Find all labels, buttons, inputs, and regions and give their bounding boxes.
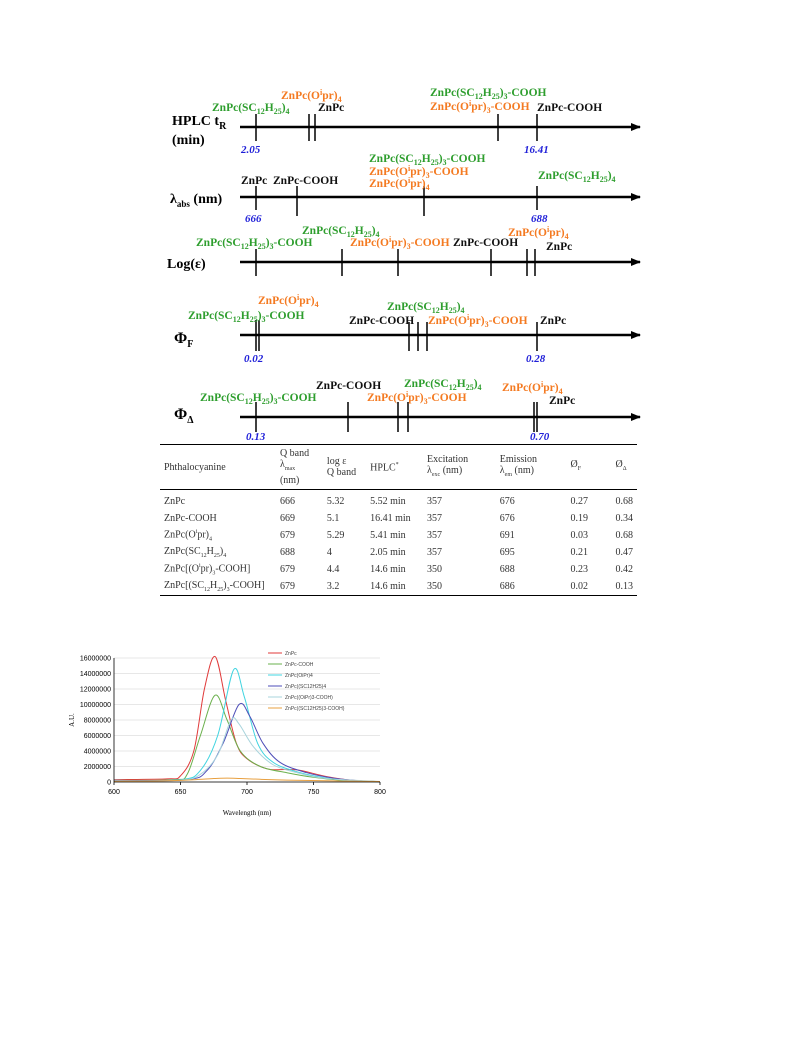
cell-phif: 0.21 xyxy=(570,547,588,558)
table-row xyxy=(160,544,637,561)
cell-em: 686 xyxy=(499,581,515,592)
table-row xyxy=(160,510,637,527)
col-header: Emission $\lambda_{em}$ (nm) xyxy=(499,453,538,478)
marker-label: $ZnPc(SC_{12}H_{25})_4$ xyxy=(212,102,290,116)
cell-name: ZnPc-COOH xyxy=(164,513,217,524)
cell-hplc: 5.41 min xyxy=(370,530,406,541)
x-tick-label: 650 xyxy=(174,789,187,796)
marker-label: $ZnPc(O^ipr)_4$ xyxy=(502,380,563,396)
marker-label: $ZnPc(SC_{12}H_{25})_3$-COOH xyxy=(369,153,486,167)
axis-label-phi-f: $\Phi_F$ xyxy=(174,330,194,350)
cell-phif: 0.27 xyxy=(570,496,588,507)
marker-label: $ZnPc(O^ipr)_3$-COOH xyxy=(430,99,530,115)
marker-label: $ZnPc(SC_{12}H_{25})_3$-COOH xyxy=(196,237,313,251)
axis-label-hplc-unit: (min) xyxy=(172,133,205,148)
table-row xyxy=(160,561,637,578)
y-tick-label: 0 xyxy=(107,779,111,787)
axis-end-value: 0.70 xyxy=(530,431,550,443)
x-tick-label: 600 xyxy=(108,789,120,796)
axis-end-value: 0.28 xyxy=(526,353,546,365)
marker-label: $ZnPc(O^ipr)_4$ xyxy=(281,88,342,104)
axis-hplc xyxy=(172,87,640,156)
marker-label: $ZnPc(SC_{12}H_{25})_3$-COOH xyxy=(430,87,547,101)
series-line xyxy=(114,718,380,782)
table-header-row xyxy=(160,445,637,490)
cell-phid: 0.47 xyxy=(615,547,633,558)
chart-series xyxy=(114,656,380,781)
cell-hplc: 14.6 min xyxy=(370,581,406,592)
axis-label-lambda: $\lambda_{abs}$ (nm) xyxy=(170,192,223,209)
axis-start-value: 0.13 xyxy=(246,431,266,443)
table-row xyxy=(160,490,637,511)
cell-exc: 357 xyxy=(427,530,443,541)
col-header: Excitation $\lambda_{exc}$ (nm) xyxy=(427,453,469,478)
cell-name: $ZnPc(SC_{12}H_{25})_4$ xyxy=(164,546,227,559)
marker-label: ZnPc xyxy=(241,175,268,187)
cell-qband: 666 xyxy=(279,496,295,507)
marker-label: $ZnPc(SC_{12}H_{25})_4$ xyxy=(302,225,380,239)
axis-end-value: 16.41 xyxy=(524,144,549,156)
axis-start-value: 0.02 xyxy=(244,353,264,365)
cell-loge: 3.2 xyxy=(326,581,340,592)
y-tick-label: 16000000 xyxy=(79,655,111,663)
marker-label: $ZnPc(SC_{12}H_{25})_4$ xyxy=(538,170,616,184)
chart-y-label: A.U. xyxy=(68,713,76,727)
axis-end-value: 688 xyxy=(531,213,548,225)
cell-qband: 679 xyxy=(279,530,295,541)
cell-em: 676 xyxy=(499,513,515,524)
legend-entry: ZnPc((SC12H25)4 xyxy=(285,683,327,690)
cell-qband: 669 xyxy=(279,513,295,524)
chart-x-ticks xyxy=(108,782,386,796)
marker-label: $ZnPc(O^ipr)_3$-COOH xyxy=(350,235,450,251)
marker-label: ZnPc xyxy=(318,102,345,114)
chart-y-ticks xyxy=(80,655,111,786)
marker-label: $ZnPc(SC_{12}H_{25})_3$-COOH xyxy=(188,310,305,324)
chart-legend xyxy=(268,651,345,712)
marker-label: $ZnPc(O^ipr)_3$-COOH xyxy=(369,164,469,180)
cell-hplc: 2.05 min xyxy=(370,547,406,558)
marker-label: $ZnPc(SC_{12}H_{25})_4$ xyxy=(387,301,465,315)
axis-lambda-abs xyxy=(170,153,640,225)
marker-label: ZnPc-COOH xyxy=(537,102,603,114)
col-header: $Ø_F$ xyxy=(570,459,582,472)
legend-entry: ZnPc(OiPr)4 xyxy=(285,672,313,679)
marker-label: $ZnPc(O^ipr)_3$-COOH xyxy=(428,313,528,329)
axis-label-hplc: HPLC $t_R$ xyxy=(172,114,227,132)
chart-x-label: Wavelength (nm) xyxy=(222,809,272,817)
axis-label-log-epsilon: Log(ε) xyxy=(167,257,206,272)
cell-em: 688 xyxy=(499,564,515,575)
marker-label: $ZnPc(O^ipr)_4$ xyxy=(508,225,569,241)
cell-phif: 0.02 xyxy=(570,581,588,592)
marker-label: $ZnPc(O^ipr)_3$-COOH xyxy=(367,390,467,406)
cell-name: $ZnPc(O^ipr)_4$ xyxy=(164,528,213,543)
cell-phid: 0.34 xyxy=(615,513,633,524)
x-tick-label: 750 xyxy=(307,789,320,796)
cell-hplc: 16.41 min xyxy=(370,513,411,524)
cell-hplc: 14.6 min xyxy=(370,564,406,575)
cell-phid: 0.13 xyxy=(615,581,633,592)
cell-phif: 0.19 xyxy=(570,513,588,524)
marker-label: $ZnPc(SC_{12}H_{25})_3$-COOH xyxy=(200,392,317,406)
cell-exc: 357 xyxy=(427,496,443,507)
x-tick-label: 700 xyxy=(241,789,253,796)
cell-loge: 5.32 xyxy=(326,496,345,507)
axis-start-value: 2.05 xyxy=(241,144,261,156)
series-line xyxy=(114,656,380,781)
axis-phi-f xyxy=(174,293,640,365)
series-line xyxy=(114,668,380,781)
cell-name: $ZnPc[(SC_{12}H_{25})_3-COOH]$ xyxy=(164,580,265,593)
y-tick-label: 10000000 xyxy=(79,701,111,709)
cell-hplc: 5.52 min xyxy=(370,496,406,507)
cell-loge: 5.1 xyxy=(326,513,340,524)
cell-name: $ZnPc[(O^ipr)_3-COOH]$ xyxy=(164,562,251,577)
marker-label: ZnPc xyxy=(549,395,576,407)
cell-loge: 5.29 xyxy=(326,530,345,541)
cell-qband: 679 xyxy=(279,564,295,575)
marker-label: ZnPc-COOH xyxy=(453,237,519,249)
cell-exc: 357 xyxy=(427,547,443,558)
col-header: Phthalocyanine xyxy=(164,461,226,473)
y-tick-label: 4000000 xyxy=(83,748,111,756)
marker-label: ZnPc-COOH xyxy=(316,380,382,392)
legend-entry: ZnPc((SC12H25)3-COOH) xyxy=(285,705,345,712)
cell-em: 695 xyxy=(499,547,515,558)
legend-entry: ZnPc-COOH xyxy=(285,661,314,668)
axis-label-phi-delta: $\Phi_\Delta$ xyxy=(174,406,194,426)
y-tick-label: 12000000 xyxy=(79,686,111,694)
col-header: $Ø_\Delta$ xyxy=(615,459,627,472)
cell-phif: 0.03 xyxy=(570,530,588,541)
cell-qband: 688 xyxy=(279,547,295,558)
table-row xyxy=(160,527,637,544)
cell-phid: 0.68 xyxy=(615,530,633,541)
cell-phid: 0.42 xyxy=(615,564,633,575)
col-header: Q band $\lambda_{max}$ (nm) xyxy=(279,448,310,486)
cell-em: 676 xyxy=(499,496,515,507)
cell-exc: 350 xyxy=(427,581,443,592)
axis-log-epsilon xyxy=(167,225,640,276)
cell-name: ZnPc xyxy=(164,496,186,507)
axis-start-value: 666 xyxy=(245,213,262,225)
properties-table xyxy=(160,444,637,596)
cell-phif: 0.23 xyxy=(570,564,588,575)
chart-gridlines xyxy=(114,658,380,782)
marker-label: $ZnPc(SC_{12}H_{25})_4$ xyxy=(404,378,482,392)
marker-label: $ZnPc(O^ipr)_4$ xyxy=(258,293,319,309)
property-axes-diagram xyxy=(0,0,793,445)
cell-loge: 4 xyxy=(326,547,332,558)
marker-label: ZnPc-COOH xyxy=(273,175,339,187)
marker-label: $ZnPc(O^ipr)_4$ xyxy=(369,176,430,192)
cell-phid: 0.68 xyxy=(615,496,633,507)
y-tick-label: 8000000 xyxy=(83,717,111,725)
legend-entry: ZnPc((OiPr)3-COOH) xyxy=(285,694,333,701)
axis-phi-delta xyxy=(174,378,640,443)
cell-loge: 4.4 xyxy=(326,564,340,575)
legend-entry: ZnPc xyxy=(285,650,297,657)
y-tick-label: 2000000 xyxy=(83,763,111,771)
marker-label: ZnPc xyxy=(540,315,567,327)
marker-label: ZnPc-COOH xyxy=(349,315,415,327)
table-row xyxy=(160,578,637,596)
cell-em: 691 xyxy=(499,530,515,541)
col-header: HPLC* xyxy=(370,462,399,474)
x-tick-label: 800 xyxy=(374,789,386,796)
emission-spectrum-chart xyxy=(60,640,400,825)
cell-exc: 357 xyxy=(427,513,443,524)
y-tick-label: 14000000 xyxy=(79,670,111,678)
series-line xyxy=(114,703,380,781)
cell-qband: 679 xyxy=(279,581,295,592)
cell-exc: 350 xyxy=(427,564,443,575)
y-tick-label: 6000000 xyxy=(83,732,111,740)
marker-label: ZnPc xyxy=(546,241,573,253)
col-header: log ε Q band xyxy=(326,456,357,478)
